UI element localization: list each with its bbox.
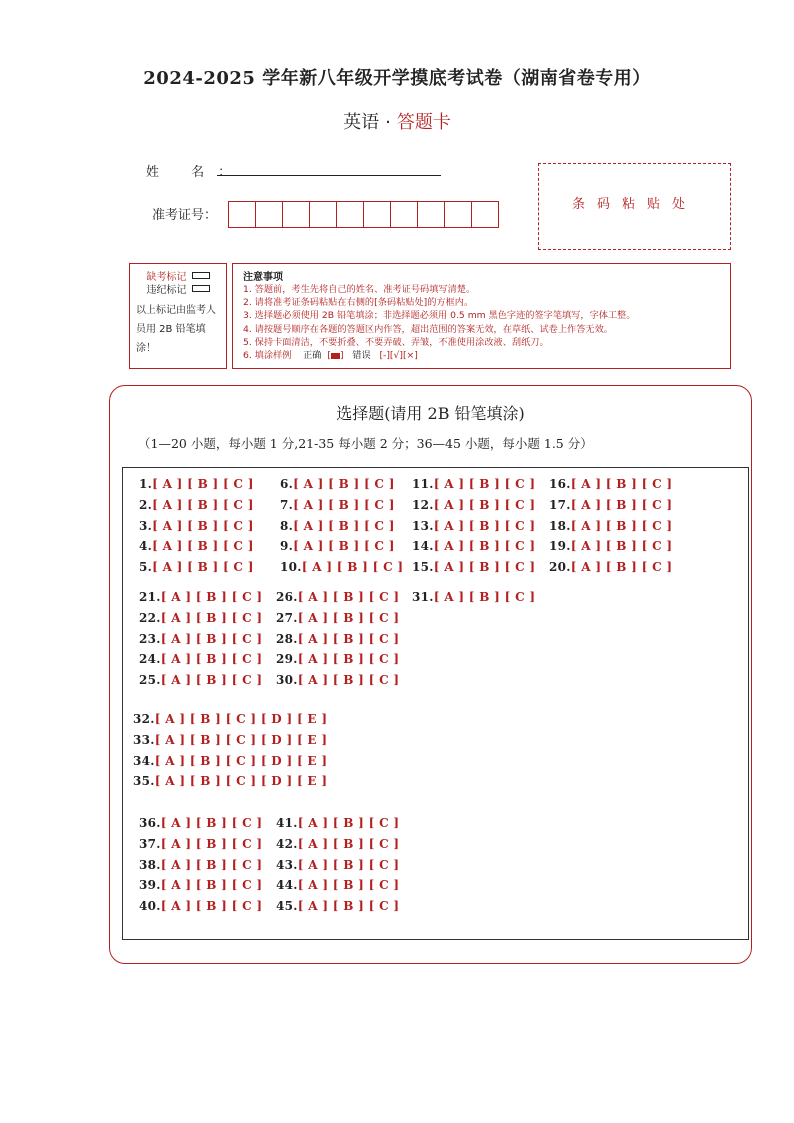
instruction-item: 1. 答题前，考生先将自己的姓名、准考证号码填写清楚。 <box>243 284 476 295</box>
question-row <box>139 611 262 625</box>
question-number: 13. <box>412 518 434 533</box>
instruction-item: 2. 请将准考证条码粘贴在右侧的[条码粘贴处]的方框内。 <box>243 297 474 309</box>
barcode-label: 条码粘贴处 <box>571 197 697 212</box>
question-row <box>139 652 262 666</box>
instruction-item: 4. 请按题号顺序在各题的答题区内作答，超出范围的答案无效，在草纸、试卷上作答无效。 <box>243 323 613 335</box>
question-row <box>133 733 327 747</box>
section-scoring-note: （1—20 小题，每小题 1 分,21-35 每小题 2 分；36—45 小题，每小题 1.5 分） <box>138 436 593 451</box>
answer-options[interactable]: [ A ] [ B ] [ C ] <box>570 518 673 533</box>
exam-id-digit-box[interactable] <box>417 201 445 228</box>
wrong-samples: [-][√][×] <box>379 350 418 362</box>
question-row <box>139 560 254 574</box>
question-number: 27. <box>276 610 298 625</box>
question-row <box>139 878 262 892</box>
answer-options[interactable]: [ A ] [ B ] [ C ] <box>433 560 536 575</box>
question-number: 1. <box>139 477 153 491</box>
question-row <box>276 611 399 625</box>
answer-options[interactable]: [ A ] [ B ] [ C ] <box>152 477 254 491</box>
question-row <box>549 560 672 574</box>
answer-options[interactable]: [ A ] [ B ] [ C ] <box>433 518 536 533</box>
answer-options[interactable]: [ A ] [ B ] [ C ] [ D ] [ E ] <box>154 753 328 768</box>
answer-options[interactable]: [ A ] [ B ] [ C ] <box>160 836 263 851</box>
exam-id-digit-box[interactable] <box>282 201 310 228</box>
question-number: 9. <box>280 539 294 554</box>
answer-options[interactable]: [ A ] [ B ] [ C ] <box>293 497 395 512</box>
question-number: 33. <box>133 732 155 747</box>
question-number: 36. <box>139 816 161 830</box>
barcode-area <box>538 163 731 250</box>
question-row <box>139 673 262 687</box>
question-number: 37. <box>139 836 161 851</box>
question-row <box>276 837 399 851</box>
answer-options[interactable]: [ A ] [ B ] [ C ] <box>297 857 400 872</box>
absent-mark-label: 缺考标记 <box>146 272 187 283</box>
exam-id-digit-box[interactable] <box>336 201 364 228</box>
question-row <box>549 519 672 533</box>
fill-sample-row: 6. 填涂样例 正确 [ ] 错误 [-][√][×] <box>243 350 418 362</box>
answer-options[interactable]: [ A ] [ B ] [ C ] [ D ] [ E ] <box>154 732 328 747</box>
question-number: 7. <box>280 497 294 512</box>
question-row <box>280 477 395 491</box>
question-row <box>280 519 395 533</box>
answer-options[interactable]: [ A ] [ B ] [ C ] <box>570 539 673 554</box>
answer-options[interactable]: [ A ] [ B ] [ C ] <box>297 878 400 893</box>
question-row <box>276 590 399 604</box>
question-row <box>139 539 254 553</box>
question-number: 20. <box>549 560 571 575</box>
correct-fill-icon <box>331 353 340 359</box>
question-number: 35. <box>133 774 155 789</box>
proctor-marks-box <box>129 263 227 369</box>
fill-sample-label: 6. 填涂样例 <box>243 350 292 362</box>
answer-options[interactable]: [ A ] [ B ] [ C ] [ D ] [ E ] <box>154 712 328 726</box>
answer-options[interactable]: [ A ] [ B ] [ C ] <box>297 610 400 625</box>
instructions-heading: 注意事项 <box>243 272 283 283</box>
violation-mark-box[interactable] <box>192 285 210 292</box>
answer-options[interactable]: [ A ] [ B ] [ C ] <box>160 673 263 688</box>
exam-id-digit-box[interactable] <box>228 201 256 228</box>
question-number: 40. <box>139 899 161 914</box>
question-number: 30. <box>276 673 298 688</box>
exam-id-digit-box[interactable] <box>390 201 418 228</box>
question-row <box>280 498 395 512</box>
exam-title: 2024-2025 学年新八年级开学摸底考试卷（湖南省卷专用） <box>143 68 651 89</box>
answer-options[interactable]: [ A ] [ B ] [ C ] <box>152 539 254 554</box>
answer-options[interactable]: [ A ] [ B ] [ C ] <box>297 816 400 830</box>
answer-options[interactable]: [ A ] [ B ] [ C ] <box>433 539 536 554</box>
question-number: 15. <box>412 560 434 575</box>
question-row <box>133 712 327 726</box>
question-number: 12. <box>412 497 434 512</box>
instruction-item: 5. 保持卡面清洁，不要折叠、不要弄破、弄皱，不准使用涂改液、刮纸刀。 <box>243 336 549 348</box>
question-number: 34. <box>133 753 155 768</box>
answer-options[interactable]: [ A ] [ B ] [ C ] <box>152 560 254 575</box>
question-number: 44. <box>276 878 298 893</box>
question-row <box>139 837 262 851</box>
question-number: 11. <box>412 477 434 491</box>
answer-options[interactable]: [ A ] [ B ] [ C ] <box>293 539 395 554</box>
subject-label: 英语 <box>343 112 380 133</box>
question-number: 14. <box>412 539 434 554</box>
answer-options[interactable]: [ A ] [ B ] [ C ] <box>301 560 404 575</box>
question-row <box>549 498 672 512</box>
question-row <box>276 652 399 666</box>
answer-options[interactable]: [ A ] [ B ] [ C ] <box>293 477 395 491</box>
question-number: 10. <box>280 560 302 575</box>
question-number: 6. <box>280 477 294 491</box>
question-number: 24. <box>139 652 161 667</box>
answer-options[interactable]: [ A ] [ B ] [ C ] <box>433 497 536 512</box>
question-row <box>133 754 327 768</box>
question-row <box>276 878 399 892</box>
question-row <box>139 899 262 913</box>
answer-options[interactable]: [ A ] [ B ] [ C ] <box>570 560 673 575</box>
question-number: 19. <box>549 539 571 554</box>
exam-id-digit-box[interactable] <box>363 201 391 228</box>
question-row <box>549 539 672 553</box>
question-number: 39. <box>139 878 161 893</box>
question-row <box>139 632 262 646</box>
answer-options[interactable]: [ A ] [ B ] [ C ] <box>152 497 254 512</box>
exam-id-digit-box[interactable] <box>309 201 337 228</box>
exam-id-boxes <box>228 201 498 228</box>
question-number: 3. <box>139 518 153 533</box>
question-number: 32. <box>133 712 155 726</box>
proctor-note: 以上标记由监考人员用 2B 铅笔填涂！ <box>136 305 216 354</box>
question-row <box>412 539 535 553</box>
question-number: 41. <box>276 816 298 830</box>
question-row <box>276 673 399 687</box>
answer-options[interactable]: [ A ] [ B ] [ C ] <box>297 836 400 851</box>
question-row <box>412 477 535 491</box>
question-row <box>412 560 535 574</box>
answer-options[interactable]: [ A ] [ B ] [ C ] <box>160 878 263 893</box>
question-row <box>549 477 672 491</box>
answer-options[interactable]: [ A ] [ B ] [ C ] <box>433 590 536 604</box>
violation-mark-row <box>136 282 220 295</box>
exam-id-digit-box[interactable] <box>471 201 499 228</box>
question-number: 28. <box>276 631 298 646</box>
subtitle-separator: · <box>385 112 391 133</box>
question-number: 22. <box>139 610 161 625</box>
question-row <box>133 774 327 788</box>
answer-options[interactable]: [ A ] [ B ] [ C ] [ D ] [ E ] <box>154 774 328 789</box>
question-number: 8. <box>280 518 294 533</box>
answer-options[interactable]: [ A ] [ B ] [ C ] <box>293 518 395 533</box>
question-row <box>139 858 262 872</box>
answer-options[interactable]: [ A ] [ B ] [ C ] <box>433 477 536 491</box>
section-title: 选择题(请用 2B 铅笔填涂) <box>336 404 525 423</box>
question-row <box>276 632 399 646</box>
question-row <box>276 816 399 830</box>
question-number: 23. <box>139 631 161 646</box>
answer-card-label: 答题卡 <box>396 112 451 133</box>
answer-options[interactable]: [ A ] [ B ] [ C ] <box>297 652 400 667</box>
answer-options[interactable]: [ A ] [ B ] [ C ] <box>152 518 254 533</box>
wrong-label: 错误 <box>352 350 371 362</box>
question-number: 26. <box>276 590 298 604</box>
instruction-item: 3. 选择题必须使用 2B 铅笔填涂；非选择题必须用 0.5 mm 黑色字迹的签字笔填写，字体工整。 <box>243 310 636 322</box>
question-number: 29. <box>276 652 298 667</box>
answer-options[interactable]: [ A ] [ B ] [ C ] <box>297 899 400 914</box>
question-number: 18. <box>549 518 571 533</box>
answer-options[interactable]: [ A ] [ B ] [ C ] <box>160 631 263 646</box>
answer-options[interactable]: [ A ] [ B ] [ C ] <box>297 631 400 646</box>
question-row <box>139 590 262 604</box>
answer-options[interactable]: [ A ] [ B ] [ C ] <box>160 652 263 667</box>
answer-options[interactable]: [ A ] [ B ] [ C ] <box>570 497 673 512</box>
question-row <box>139 816 262 830</box>
answer-options[interactable]: [ A ] [ B ] [ C ] <box>160 816 263 830</box>
question-number: 2. <box>139 497 153 512</box>
name-field[interactable] <box>217 175 441 176</box>
question-number: 38. <box>139 857 161 872</box>
question-row <box>276 858 399 872</box>
question-row <box>412 498 535 512</box>
question-row <box>139 477 254 491</box>
question-number: 42. <box>276 836 298 851</box>
question-number: 21. <box>139 590 161 604</box>
question-row <box>280 539 395 553</box>
question-row <box>412 519 535 533</box>
exam-id-label: 准考证号： <box>152 208 218 223</box>
question-number: 43. <box>276 857 298 872</box>
name-label: 姓 名： <box>146 165 246 180</box>
correct-label: 正确 <box>303 350 322 362</box>
question-row <box>139 498 254 512</box>
question-number: 31. <box>412 590 434 604</box>
answer-options[interactable]: [ A ] [ B ] [ C ] <box>297 673 400 688</box>
answer-options[interactable]: [ A ] [ B ] [ C ] <box>160 610 263 625</box>
answer-options[interactable]: [ A ] [ B ] [ C ] <box>160 590 263 604</box>
absent-mark-box[interactable] <box>192 272 210 279</box>
question-number: 16. <box>549 477 571 491</box>
card-subtitle <box>0 108 794 134</box>
question-number: 45. <box>276 899 298 914</box>
exam-id-digit-box[interactable] <box>444 201 472 228</box>
question-number: 25. <box>139 673 161 688</box>
answer-options[interactable]: [ A ] [ B ] [ C ] <box>160 857 263 872</box>
question-row <box>276 899 399 913</box>
answer-options[interactable]: [ A ] [ B ] [ C ] <box>570 477 673 491</box>
question-number: 17. <box>549 497 571 512</box>
question-row <box>280 560 403 574</box>
answer-options[interactable]: [ A ] [ B ] [ C ] <box>297 590 400 604</box>
question-row <box>412 590 535 604</box>
question-row <box>139 519 254 533</box>
exam-id-digit-box[interactable] <box>255 201 283 228</box>
instructions-box <box>232 263 731 369</box>
question-number: 5. <box>139 560 153 575</box>
question-number: 4. <box>139 539 153 554</box>
violation-mark-label: 违纪标记 <box>146 285 187 296</box>
answer-options[interactable]: [ A ] [ B ] [ C ] <box>160 899 263 914</box>
